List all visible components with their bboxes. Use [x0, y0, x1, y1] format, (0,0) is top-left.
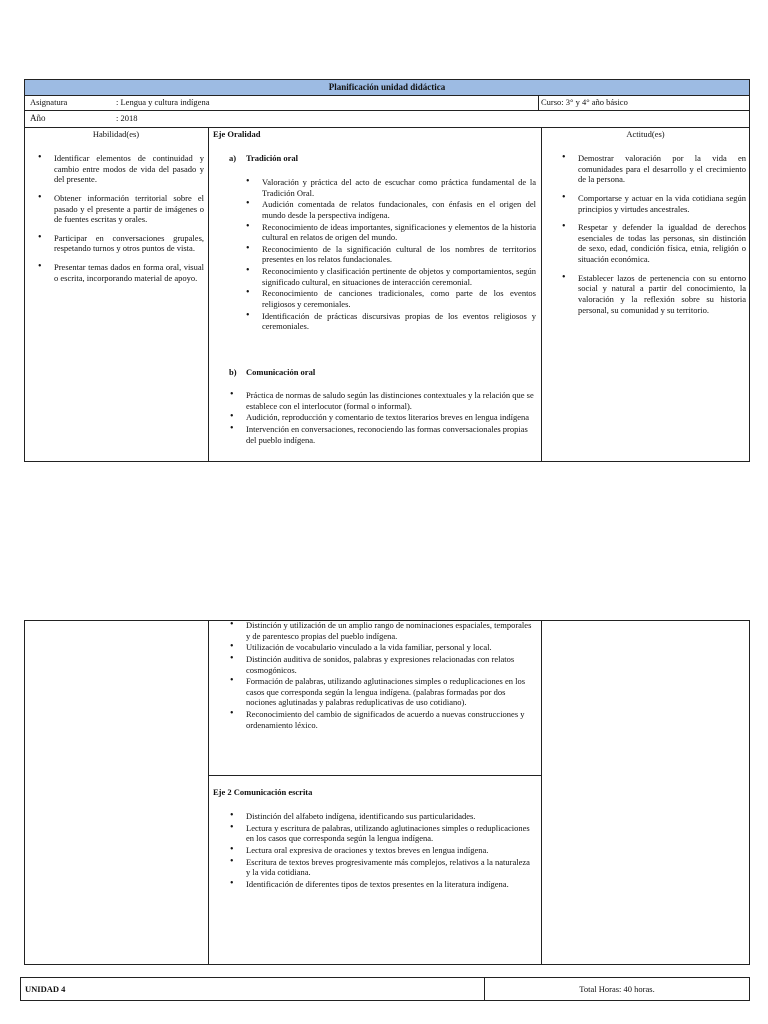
continuation-list — [224, 620, 536, 731]
eje2-divider — [208, 775, 542, 776]
sub-a-title: Tradición oral — [246, 153, 299, 163]
asignatura-value: : Lengua y cultura indígena — [116, 97, 210, 107]
list-item: • Identificar elementos de continuidad y cambio entre modos de vida del pasado y del presente. — [32, 153, 204, 185]
unidad-label: UNIDAD 4 — [25, 984, 66, 994]
comunicacion-list — [224, 390, 536, 446]
list-item: • Demostrar valoración por la vida en comunidades para el desarrollo y el crecimiento de la persona. — [556, 153, 746, 185]
list-item: • Audición, reproducción y comentario de textos literarios breves en lengua indígena — [224, 412, 536, 423]
list-item: • Distinción auditiva de sonidos, palabras y expresiones relacionadas con relatos cosmogónicos. — [224, 654, 536, 675]
list-item: • Formación de palabras, utilizando aglutinaciones simples o reduplicaciones en los casos que corresponda según la lengua indígena. (palabras formadas por dos nociones aglutinadas y palabras reduplicativas de uso cotidiano). — [224, 676, 536, 708]
sub-b-letter: b) — [229, 367, 237, 377]
tradicion-ul — [240, 177, 536, 332]
comunicacion-ul — [224, 390, 536, 445]
list-item: • Valoración y práctica del acto de escuchar como práctica fundamental de la Tradición Oral. — [240, 177, 536, 198]
col-divider-1 — [208, 127, 209, 462]
row-divider — [24, 110, 750, 111]
list-item: • Respetar y defender la igualdad de derechos esenciales de todas las personas, sin distinción de sexo, edad, condición física, etnia, religión o situación económica. — [556, 222, 746, 265]
list-item: • Reconocimiento y clasificación pertinente de objetos y comportamientos, según significado cultural, en situaciones de interacción ceremonial. — [240, 266, 536, 287]
anio-value: : 2018 — [116, 113, 138, 123]
eje2-list — [224, 811, 536, 890]
actitud-header: Actitud(es) — [626, 129, 665, 139]
list-item: • Distinción y utilización de un amplio rango de nominaciones espaciales, temporales y de parentesco propias del pueblo indígena. — [224, 620, 536, 641]
col-divider-1b — [208, 620, 209, 965]
list-item: • Identificación de prácticas discursivas propias de los eventos religiosos y ceremoniales. — [240, 311, 536, 332]
row-divider — [24, 127, 750, 128]
eje2-title: Eje 2 Comunicación escrita — [213, 787, 313, 797]
sub-b-title: Comunicación oral — [246, 367, 316, 377]
total-horas: Total Horas: 40 horas. — [579, 984, 655, 994]
actitudes-ul — [556, 153, 746, 315]
anio-label: Año — [30, 113, 46, 123]
list-item: • Obtener información territorial sobre el pasado y el presente a partir de imágenes o de fuentes escritas y orales. — [32, 193, 204, 225]
sub-a-letter: a) — [229, 153, 237, 163]
col-divider-2 — [541, 127, 542, 462]
list-item: • Distinción del alfabeto indígena, identificando sus particularidades. — [224, 811, 536, 822]
list-item: • Reconocimiento de ideas importantes, significaciones y elementos de la historia cultural en relatos de origen del mundo. — [240, 222, 536, 243]
list-item: • Participar en conversaciones grupales, respetando turnos y otros puntos de vista. — [32, 233, 204, 254]
eje2-ul — [224, 811, 536, 889]
planning-title: Planificación unidad didáctica — [24, 79, 750, 96]
list-item: • Escritura de textos breves progresivamente más complejos, relativos a la naturaleza y la vida cotidiana. — [224, 857, 536, 878]
list-item: • Práctica de normas de saludo según las distinciones contextuales y la relación que se establece con el interlocutor (formal o informal). — [224, 390, 536, 411]
curso-label: Curso: 3° y 4° año básico — [541, 97, 628, 107]
col-divider-2b — [541, 620, 542, 965]
list-item: • Lectura y escritura de palabras, utilizando aglutinaciones simples o reduplicaciones en los casos que corresponda según la lengua indígena. — [224, 823, 536, 844]
tradicion-list — [240, 177, 536, 333]
list-item: • Intervención en conversaciones, reconociendo las formas conversacionales propias del pueblo indígena. — [224, 424, 536, 445]
list-item: • Audición comentada de relatos fundacionales, con énfasis en el origen del mundo desde la perspectiva indígena. — [240, 199, 536, 220]
habilidad-header: Habilidad(es) — [92, 129, 140, 139]
habilidades-list — [32, 153, 204, 291]
eje-oralidad-header: Eje Oralidad — [213, 129, 261, 139]
habilidades-ul — [32, 153, 204, 283]
list-item: • Lectura oral expresiva de oraciones y textos breves en lengua indígena. — [224, 845, 536, 856]
list-item: • Establecer lazos de pertenencia con su entorno social y natural a partir del conocimiento, la valoración y la reflexión sobre su historia personal, su comunidad y su territorio. — [556, 273, 746, 316]
continuation-ul — [224, 620, 536, 730]
list-item: • Identificación de diferentes tipos de textos presentes en la literatura indígena. — [224, 879, 536, 890]
asignatura-label: Asignatura — [30, 97, 68, 107]
list-item: • Utilización de vocabulario vinculado a la vida familiar, personal y local. — [224, 642, 536, 653]
list-item: • Reconocimiento de canciones tradicionales, como parte de los eventos religiosos y ceremoniales. — [240, 288, 536, 309]
list-item: • Reconocimiento del cambio de significados de acuerdo a nuevas construcciones y ordenamiento léxico. — [224, 709, 536, 730]
col-divider-curso — [538, 95, 539, 110]
list-item: • Presentar temas dados en forma oral, visual o escrita, incorporando material de apoyo. — [32, 262, 204, 283]
actitudes-list — [556, 153, 746, 323]
list-item: • Comportarse y actuar en la vida cotidiana según principios y virtudes ancestrales. — [556, 193, 746, 214]
list-item: • Reconocimiento de la significación cultural de los nombres de territorios presentes en los relatos fundacionales. — [240, 244, 536, 265]
